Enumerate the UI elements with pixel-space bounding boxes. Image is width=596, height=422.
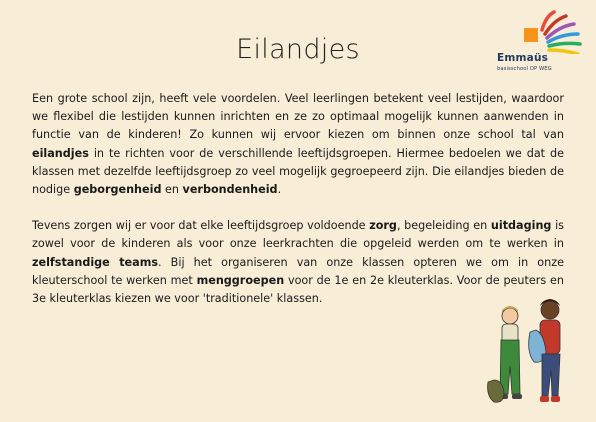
children-illustration: [486, 296, 576, 414]
text-run: . Bij het organiseren van onze klassen opteren we om in onze kleuterschool te werken met: [32, 255, 564, 287]
paragraph-1: [32, 90, 564, 199]
text-run: voor de 1e en 2e kleuterklas. Voor de peuters en 3e kleuterklas kiezen we voor 'traditionele' klassen.: [32, 273, 564, 306]
text-run: is zowel voor de kinderen als voor onze leerkrachten die opgeleid werden om te werken in: [32, 219, 565, 251]
text-run: en: [161, 183, 183, 197]
text-run: Tevens zorgen wij er voor dat elke leeftijdsgroep voldoende: [32, 219, 370, 233]
bold-term: verbondenheid: [182, 183, 278, 197]
child-left-figure: [488, 306, 522, 402]
logo-name: Emmaüs: [497, 52, 549, 64]
text-run: .: [277, 183, 282, 197]
paragraph-2: [32, 217, 564, 308]
school-logo: [494, 8, 590, 74]
bold-term: eilandjes: [32, 146, 89, 160]
logo-subtitle: basisschool OP WEG: [497, 66, 552, 72]
bold-term: zelfstandige teams: [32, 255, 159, 269]
child-right-figure: [529, 299, 560, 402]
bold-term: zorg: [369, 219, 397, 233]
bold-term: uitdaging: [490, 219, 552, 233]
page-title: Eilandjes: [236, 34, 360, 65]
text-run: in te richten voor de verschillende leeftijdsgroepen. Hiermee bedoelen we dat de klassen met dezelfde leeftijdsgroep zo veel mogelijk gegroepeerd zijn. Die eilandjes bieden de nodige: [32, 146, 564, 197]
text-run: , begeleiding en: [396, 219, 491, 233]
body-text: [32, 90, 564, 326]
text-run: Een grote school zijn, heeft vele voordelen. Veel leerlingen betekent veel lestijden, waardoor we flexibel die lestijden kunnen inrichten en ze zo optimaal mogelijk kunnen aanwenden in functie van de kinderen! Zo kunnen wij ervoor kiezen om binnen onze school tal van: [32, 92, 564, 142]
bold-term: menggroepen: [196, 273, 285, 287]
bold-term: geborgenheid: [73, 183, 162, 197]
rainbow-logo-icon: [494, 8, 590, 54]
